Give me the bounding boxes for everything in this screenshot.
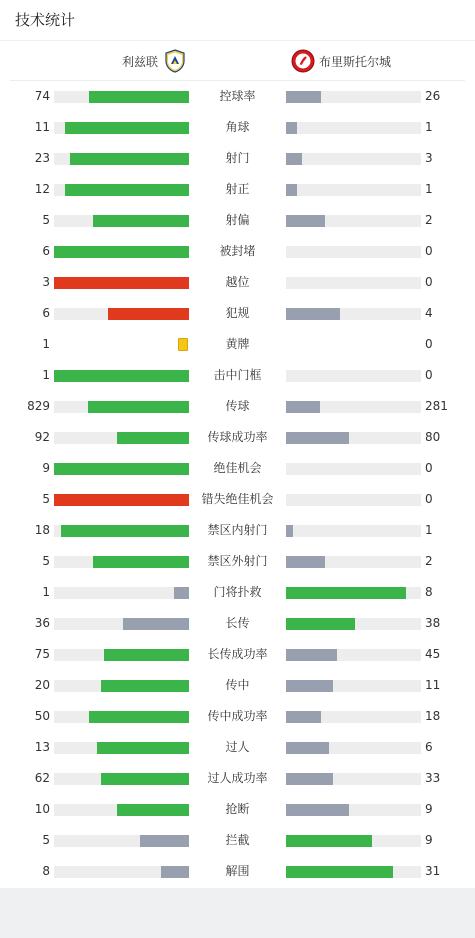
home-bar-fill: [97, 742, 189, 754]
home-value: 5: [42, 554, 50, 568]
home-bar-fill: [174, 587, 189, 599]
home-bar-fill: [123, 618, 189, 630]
home-bar-track: [54, 494, 189, 506]
home-value: 8: [42, 864, 50, 878]
away-bar-fill: [286, 91, 321, 103]
stat-label: 传球: [225, 399, 250, 413]
away-value: 45: [425, 647, 441, 661]
home-value: 5: [42, 492, 50, 506]
stat-row: [0, 546, 475, 577]
away-value: 4: [425, 306, 433, 320]
away-bar-track: [286, 122, 421, 134]
stat-label: 过人成功率: [207, 771, 268, 785]
away-value: 2: [425, 213, 433, 227]
away-bar-track: [286, 494, 421, 506]
home-value: 75: [34, 647, 50, 661]
page-title: 技术统计: [15, 11, 76, 29]
away-bar-fill: [286, 215, 325, 227]
away-value: 1: [425, 523, 433, 537]
home-bar-fill: [89, 91, 189, 103]
away-bar-fill: [286, 153, 302, 165]
away-bar-fill: [286, 432, 349, 444]
away-bar-fill: [286, 711, 321, 723]
home-bar-fill: [65, 122, 189, 134]
stat-label: 禁区外射门: [207, 554, 268, 568]
stat-label: 控球率: [219, 89, 256, 103]
home-value: 6: [42, 306, 50, 320]
away-bar-track: [286, 649, 421, 661]
stat-row: [0, 577, 475, 608]
away-bar-fill: [286, 835, 372, 847]
home-bar-fill: [61, 525, 189, 537]
leeds-crest-icon: [163, 49, 187, 73]
home-bar-fill: [101, 680, 189, 692]
home-bar-track: [54, 153, 189, 165]
home-bar-track: [54, 277, 189, 289]
away-value: 38: [425, 616, 441, 630]
home-value: 36: [34, 616, 50, 630]
home-bar-fill: [54, 277, 189, 289]
away-value: 11: [425, 678, 441, 692]
yellow-card-icon: [178, 338, 188, 351]
stat-row: [0, 484, 475, 515]
teams-header: [10, 41, 465, 81]
home-value: 5: [42, 833, 50, 847]
home-value: 829: [27, 399, 50, 413]
away-value: 0: [425, 244, 433, 258]
away-bar-fill: [286, 556, 325, 568]
away-bar-track: [286, 246, 421, 258]
away-value: 26: [425, 89, 441, 103]
home-bar-fill: [54, 246, 189, 258]
home-value: 9: [42, 461, 50, 475]
home-bar-track: [54, 91, 189, 103]
stat-row: [0, 515, 475, 546]
home-value: 10: [34, 802, 50, 816]
away-value: 2: [425, 554, 433, 568]
home-value: 50: [34, 709, 50, 723]
stat-row: [0, 81, 475, 112]
stat-label: 传球成功率: [207, 430, 268, 444]
away-value: 1: [425, 182, 433, 196]
home-bar-track: [54, 835, 189, 847]
away-value: 9: [425, 802, 433, 816]
stat-label: 抢断: [225, 802, 250, 816]
stat-label: 禁区内射门: [207, 523, 268, 537]
home-bar-fill: [89, 711, 189, 723]
stat-row: [0, 825, 475, 856]
away-value: 0: [425, 461, 433, 475]
home-bar-track: [54, 742, 189, 754]
home-bar-fill: [70, 153, 189, 165]
stat-label: 过人: [225, 740, 250, 754]
home-value: 1: [42, 337, 50, 351]
home-bar-track: [54, 618, 189, 630]
stat-label: 被封堵: [219, 244, 256, 258]
away-bar-fill: [286, 649, 337, 661]
away-value: 1: [425, 120, 433, 134]
stat-label: 解围: [225, 864, 250, 878]
home-bar-track: [54, 587, 189, 599]
stat-row: [0, 112, 475, 143]
stat-label: 犯规: [225, 306, 250, 320]
stat-label: 门将扑救: [213, 585, 262, 599]
home-value: 6: [42, 244, 50, 258]
away-bar-track: [286, 680, 421, 692]
away-bar-fill: [286, 401, 320, 413]
home-value: 12: [34, 182, 50, 196]
stat-row: [0, 763, 475, 794]
stat-row: [0, 298, 475, 329]
stat-row: [0, 422, 475, 453]
home-bar-track: [54, 308, 189, 320]
home-value: 1: [42, 368, 50, 382]
away-value: 9: [425, 833, 433, 847]
home-bar-fill: [108, 308, 189, 320]
home-bar-track: [54, 122, 189, 134]
stat-label: 传中成功率: [207, 709, 268, 723]
stat-label: 射正: [225, 182, 250, 196]
away-bar-track: [286, 308, 421, 320]
away-bar-track: [286, 773, 421, 785]
home-bar-fill: [93, 215, 189, 227]
home-bar-fill: [140, 835, 189, 847]
stat-row: [0, 174, 475, 205]
stat-label: 绝佳机会: [213, 461, 262, 475]
away-value: 80: [425, 430, 441, 444]
home-bar-track: [54, 401, 189, 413]
stat-row: [0, 732, 475, 763]
bristol-city-crest-icon: [291, 49, 315, 73]
away-bar-fill: [286, 308, 340, 320]
away-bar-fill: [286, 866, 393, 878]
home-bar-track: [54, 432, 189, 444]
away-value: 0: [425, 337, 433, 351]
home-bar-track: [54, 773, 189, 785]
stat-row: [0, 639, 475, 670]
stat-row: [0, 329, 475, 360]
away-bar-track: [286, 525, 421, 537]
stat-row: [0, 236, 475, 267]
away-value: 18: [425, 709, 441, 723]
home-bar-track: [54, 370, 189, 382]
away-bar-track: [286, 463, 421, 475]
home-bar-fill: [161, 866, 189, 878]
away-bar-track: [286, 277, 421, 289]
home-value: 1: [42, 585, 50, 599]
stat-row: [0, 205, 475, 236]
away-bar-track: [286, 215, 421, 227]
away-bar-track: [286, 556, 421, 568]
home-bar-fill: [88, 401, 189, 413]
away-bar-track: [286, 742, 421, 754]
away-bar-fill: [286, 680, 333, 692]
stat-row: [0, 360, 475, 391]
home-team[interactable]: [122, 49, 187, 73]
away-bar-track: [286, 587, 421, 599]
stat-label: 角球: [225, 120, 250, 134]
stat-label: 击中门框: [213, 368, 262, 382]
home-bar-fill: [101, 773, 189, 785]
stat-label: 错失绝佳机会: [201, 492, 274, 506]
away-bar-fill: [286, 122, 297, 134]
home-bar-track: [54, 680, 189, 692]
home-bar-track: [54, 649, 189, 661]
home-value: 20: [34, 678, 50, 692]
stat-row: [0, 856, 475, 887]
home-bar-fill: [54, 463, 189, 475]
stat-row: [0, 701, 475, 732]
away-value: 0: [425, 368, 433, 382]
home-bar-track: [54, 866, 189, 878]
stat-row: [0, 794, 475, 825]
stat-row: [0, 670, 475, 701]
away-bar-track: [286, 370, 421, 382]
home-bar-fill: [65, 184, 189, 196]
away-bar-track: [286, 432, 421, 444]
stat-label: 黄牌: [225, 337, 250, 351]
away-value: 281: [425, 399, 448, 413]
away-value: 31: [425, 864, 441, 878]
home-value: 62: [34, 771, 50, 785]
home-value: 13: [34, 740, 50, 754]
home-value: 92: [34, 430, 50, 444]
stat-label: 越位: [225, 275, 250, 289]
stat-label: 射偏: [225, 213, 250, 227]
away-bar-track: [286, 153, 421, 165]
away-bar-track: [286, 91, 421, 103]
away-bar-track: [286, 866, 421, 878]
away-value: 0: [425, 492, 433, 506]
home-bar-track: [54, 525, 189, 537]
home-bar-track: [54, 711, 189, 723]
stat-row: [0, 608, 475, 639]
home-value: 11: [34, 120, 50, 134]
away-value: 8: [425, 585, 433, 599]
away-bar-fill: [286, 742, 329, 754]
home-bar-track: [54, 556, 189, 568]
away-bar-fill: [286, 587, 406, 599]
home-value: 23: [34, 151, 50, 165]
away-bar-track: [286, 711, 421, 723]
away-value: 6: [425, 740, 433, 754]
away-team-name: 布里斯托尔城: [319, 54, 392, 69]
away-bar-track: [286, 618, 421, 630]
home-bar-fill: [54, 370, 189, 382]
away-value: 0: [425, 275, 433, 289]
away-bar-fill: [286, 184, 297, 196]
home-value: 74: [34, 89, 50, 103]
away-bar-fill: [286, 804, 349, 816]
home-bar-track: [54, 463, 189, 475]
home-bar-track: [54, 804, 189, 816]
home-value: 3: [42, 275, 50, 289]
home-value: 5: [42, 213, 50, 227]
away-value: 33: [425, 771, 441, 785]
away-bar-track: [286, 184, 421, 196]
away-bar-fill: [286, 773, 333, 785]
home-bar-fill: [93, 556, 189, 568]
stat-row: [0, 143, 475, 174]
home-bar-fill: [117, 432, 189, 444]
home-bar-fill: [104, 649, 189, 661]
stat-label: 长传: [225, 616, 250, 630]
stat-label: 长传成功率: [207, 647, 268, 661]
away-bar-fill: [286, 618, 355, 630]
stat-row: [0, 453, 475, 484]
home-team-name: 利兹联: [121, 54, 158, 69]
home-value: 18: [34, 523, 50, 537]
stat-row: [0, 267, 475, 298]
away-team[interactable]: [291, 49, 391, 73]
home-bar-track: [54, 246, 189, 258]
home-bar-fill: [117, 804, 189, 816]
away-bar-fill: [286, 525, 293, 537]
stat-label: 拦截: [225, 833, 250, 847]
home-bar-track: [54, 215, 189, 227]
stat-label: 传中: [225, 678, 250, 692]
stat-row: [0, 391, 475, 422]
away-bar-track: [286, 835, 421, 847]
stat-label: 射门: [225, 151, 250, 165]
home-bar-track: [54, 184, 189, 196]
away-value: 3: [425, 151, 433, 165]
home-bar-fill: [54, 494, 189, 506]
away-bar-track: [286, 401, 421, 413]
away-bar-track: [286, 804, 421, 816]
stats-list: [0, 81, 475, 887]
